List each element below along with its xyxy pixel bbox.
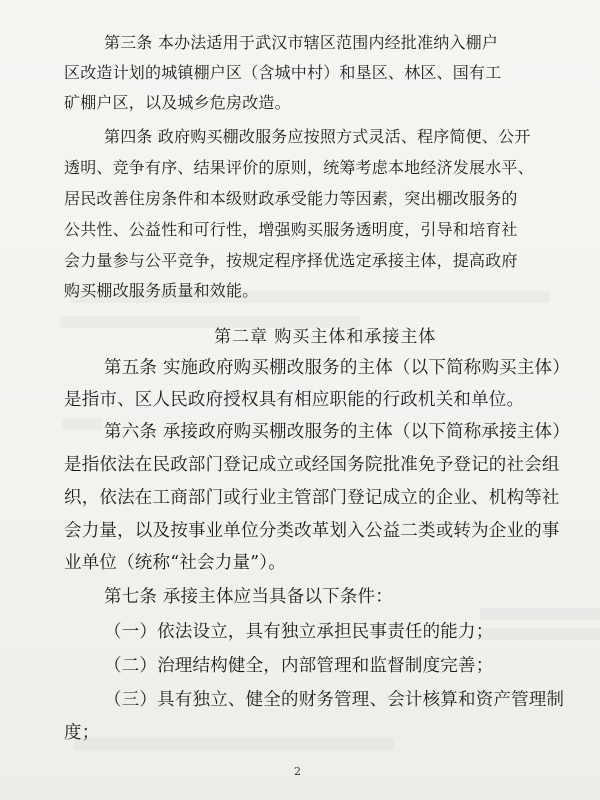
article6-line3: 织，依法在工商部门或行业主管部门登记成立的企业、机构等社 (64, 488, 560, 508)
bleed-through-mark (74, 738, 394, 750)
article4-line4: 公共性、公益性和可行性，增强购买服务透明度，引导和培育社 (64, 220, 518, 239)
chapter-heading: 第二章 购买主体和承接主体 (214, 327, 437, 347)
article4-line3: 居民改善住房条件和本级财政承受能力等因素，突出棚改服务的 (64, 189, 518, 208)
article7-item1: （一）依法设立，具有独立承担民事责任的能力； (104, 622, 494, 642)
article3-line1: 第三条 本办法适用于武汉市辖区范围内经批准纳入棚户 (104, 33, 499, 52)
article4-line6: 购买棚改服务质量和效能。 (64, 281, 259, 300)
article7-item2: （二）治理结构健全，内部管理和监督制度完善； (104, 656, 494, 676)
article3-line3: 矿棚户区，以及城乡危房改造。 (64, 93, 291, 112)
article7-item3: （三）具有独立、健全的财务管理、会计核算和资产管理制 (104, 690, 565, 710)
article6-line2: 是指依法在民政部门登记成立或经国务院批准免予登记的社会组 (64, 455, 560, 475)
bleed-through-mark (480, 608, 600, 620)
bleed-through-mark (62, 418, 102, 430)
article6-line5: 业单位（统称“社会力量”）。 (64, 553, 286, 573)
article6-line4: 会力量，以及按事业单位分类改革划入公益二类或转为企业的事 (64, 521, 560, 541)
article3-line2: 区改造计划的城镇棚户区（含城中村）和垦区、林区、国有工 (64, 63, 502, 82)
article5-line1: 第五条 实施政府购买棚改服务的主体（以下简称购买主体） (104, 358, 570, 378)
bleed-through-mark (480, 628, 600, 640)
article7-line1: 第七条 承接主体应当具备以下条件： (104, 587, 393, 607)
article5-line2: 是指市、区人民政府授权具有相应职能的行政机关和单位。 (64, 390, 525, 410)
article4-line5: 会力量参与公平竞争，按规定程序择优选定承接主体，提高政府 (64, 251, 518, 270)
article4-line1: 第四条 政府购买棚改服务应按照方式灵活、程序简便、公开 (104, 127, 531, 146)
article6-line1: 第六条 承接政府购买棚改服务的主体（以下简称承接主体） (104, 422, 570, 442)
page-number: 2 (294, 765, 301, 778)
article7-item3-cont: 度； (64, 723, 100, 743)
article4-line2: 透明、竞争有序、结果评价的原则，统筹考虑本地经济发展水平、 (64, 158, 534, 177)
